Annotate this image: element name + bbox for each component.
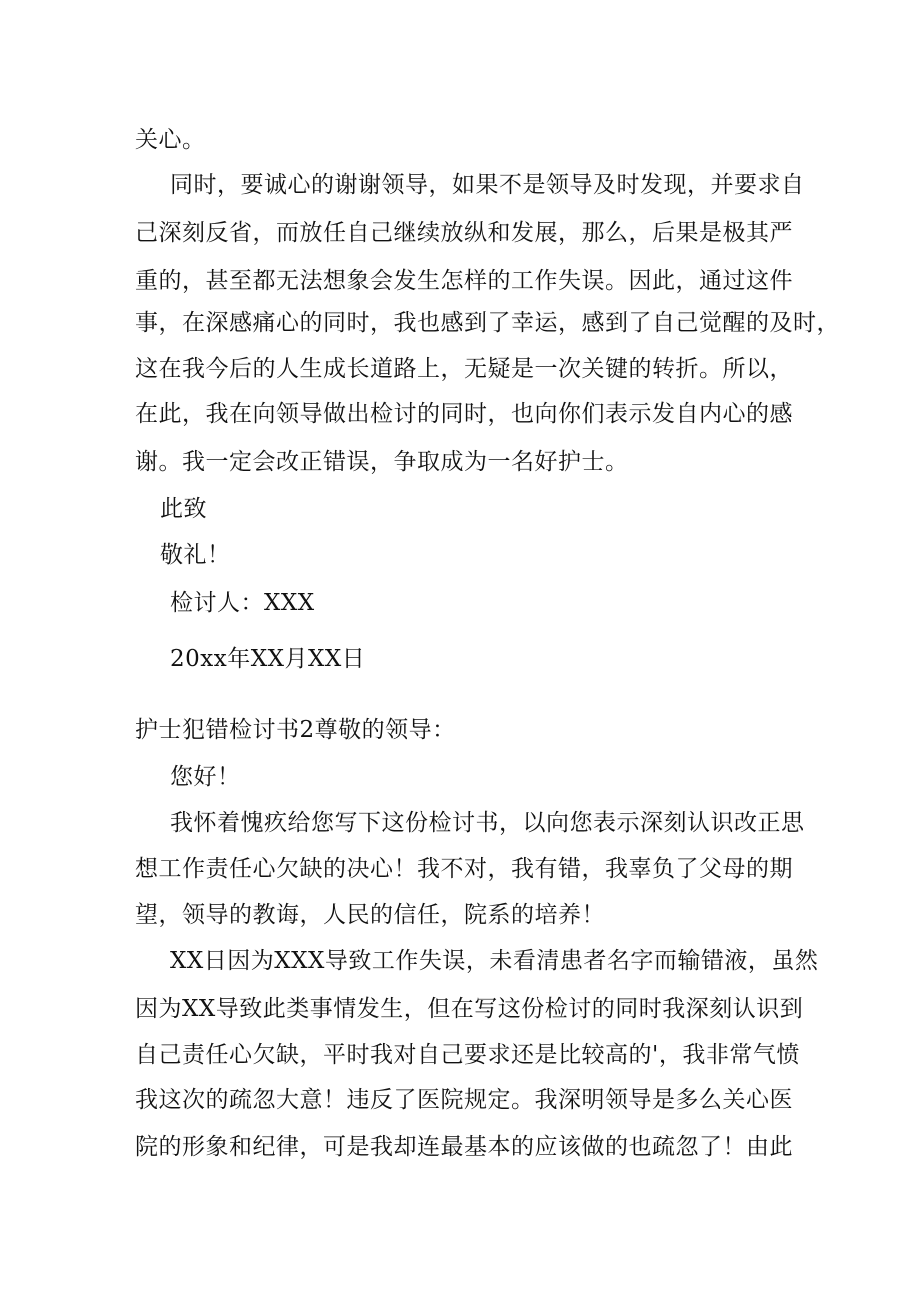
paragraph-line: 谢。我一定会改正错误，争取成为一名好护士。 [135, 449, 629, 475]
paragraph-line: 我这次的疏忽大意！违反了医院规定。我深明领导是多么关心医 [135, 1087, 793, 1113]
paragraph-closing-line: 关心。 [135, 127, 206, 153]
signer-line: 检讨人：XXX [170, 590, 315, 616]
section-heading: 护士犯错检讨书2尊敬的领导： [135, 717, 456, 743]
salutation-line: 此致 [160, 496, 207, 522]
paragraph-line: 因为XX导致此类事情发生，但在写这份检讨的同时我深刻认识到 [135, 996, 804, 1022]
paragraph-line: 这在我今后的人生成长道路上，无疑是一次关键的转折。所以， [135, 356, 793, 382]
greeting-line: 您好！ [170, 764, 241, 790]
paragraph-line: 我怀着愧疚给您写下这份检讨书，以向您表示深刻认识改正思 [170, 810, 805, 836]
paragraph-line: 同时，要诚心的谢谢领导，如果不是领导及时发现，并要求自 [170, 172, 805, 198]
paragraph-line: 事，在深感痛心的同时，我也感到了幸运，感到了自己觉醒的及时， [135, 310, 840, 336]
date-line: 20xx年XX月XX日 [170, 646, 366, 672]
paragraph-line: XX日因为XXX导致工作失误，未看清患者名字而输错液，虽然 [170, 948, 819, 974]
paragraph-line: 想工作责任心欠缺的决心！我不对，我有错，我辜负了父母的期 [135, 856, 793, 882]
paragraph-line: 院的形象和纪律，可是我却连最基本的应该做的也疏忽了！由此 [135, 1134, 793, 1160]
paragraph-line: 己深刻反省，而放任自己继续放纵和发展，那么，后果是极其严 [135, 220, 793, 246]
paragraph-line: 在此，我在向领导做出检讨的同时，也向你们表示发自内心的感 [135, 401, 793, 427]
paragraph-line: 自己责任心欠缺，平时我对自己要求还是比较高的'，我非常气愤 [135, 1042, 800, 1068]
salutation-line: 敬礼！ [160, 542, 231, 568]
paragraph-line: 望，领导的教诲，人民的信任，院系的培养！ [135, 902, 605, 928]
paragraph-line: 重的，甚至都无法想象会发生怎样的工作失误。因此，通过这件 [135, 268, 793, 294]
